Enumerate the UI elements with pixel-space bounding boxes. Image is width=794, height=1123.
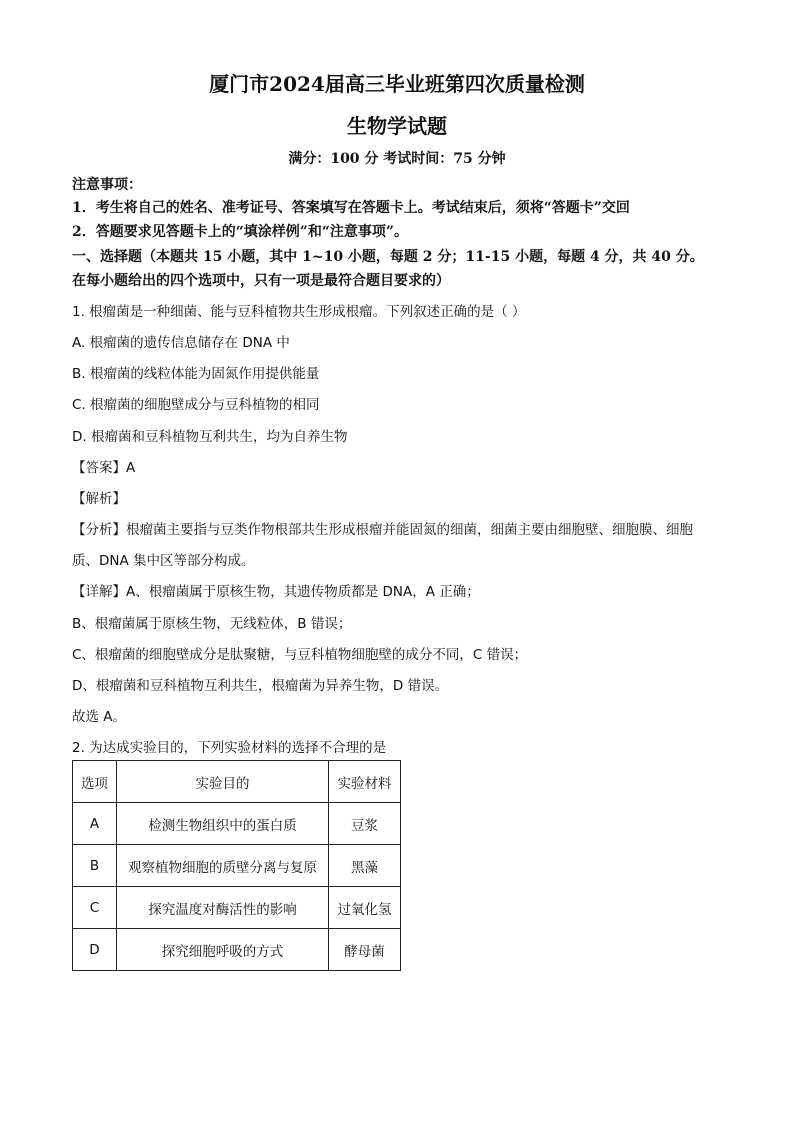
table-cell: 酵母菌 (329, 929, 401, 971)
conclusion: 故选 A。 (72, 709, 127, 725)
table-cell: B (73, 845, 117, 887)
table-header-row (73, 761, 401, 803)
table-cell: 检测生物组织中的蛋白质 (117, 803, 329, 845)
exam-title: 厦门市2024届高三毕业班第四次质量检测 (209, 72, 585, 96)
answer-label: 【答案】A (72, 460, 136, 476)
table-row (73, 929, 401, 971)
analysis-text: 【分析】根瘤菌主要指与豆类作物根部共生形成根瘤并能固氮的细菌，细菌主要由细胞壁、细胞膜、细胞 (72, 522, 693, 538)
header-cell: 实验材料 (329, 761, 401, 803)
analysis-text-cont: 质、DNA 集中区等部分构成。 (72, 553, 255, 569)
analysis-label: 【解析】 (72, 491, 126, 507)
table-row (73, 803, 401, 845)
header-cell: 选项 (73, 761, 117, 803)
option-b: B. 根瘤菌的线粒体能为固氮作用提供能量 (72, 366, 320, 382)
table-cell: D (73, 929, 117, 971)
question-2-stem: 2. 为达成实验目的，下列实验材料的选择不合理的是 (72, 740, 387, 756)
question-1-stem: 1. 根瘤菌是一种细菌、能与豆科植物共生形成根瘤。下列叙述正确的是（ ） (72, 304, 526, 320)
option-a: A. 根瘤菌的遗传信息储存在 DNA 中 (72, 335, 290, 351)
detail-line: D、根瘤菌和豆科植物互利共生，根瘤菌为异养生物，D 错误。 (72, 678, 449, 694)
header-cell: 实验目的 (117, 761, 329, 803)
table-cell: 探究细胞呼吸的方式 (117, 929, 329, 971)
detail-line: B、根瘤菌属于原核生物，无线粒体，B 错误； (72, 616, 352, 632)
experiment-table (72, 760, 401, 971)
table-cell: 探究温度对酶活性的影响 (117, 887, 329, 929)
section-heading: 一、选择题（本题共 15 小题，其中 1~10 小题，每题 2 分；11-15 小题，每题 4 分，共 40 分。 (72, 249, 704, 265)
table-cell: 黑藻 (329, 845, 401, 887)
table-cell: A (73, 803, 117, 845)
table-row (73, 887, 401, 929)
notes-heading: 注意事项： (72, 177, 142, 193)
table-cell: 过氧化氢 (329, 887, 401, 929)
table-row (73, 845, 401, 887)
note-item: 2．答题要求见答题卡上的“填涂样例”和“注意事项”。 (72, 224, 408, 240)
option-d: D. 根瘤菌和豆科植物互利共生，均为自养生物 (72, 429, 348, 445)
detail-line: 【详解】A、根瘤菌属于原核生物，其遗传物质都是 DNA，A 正确； (72, 584, 480, 600)
section-heading-cont: 在每小题给出的四个选项中，只有一项是最符合题目要求的） (72, 273, 450, 289)
table-cell: 豆浆 (329, 803, 401, 845)
detail-line: C、根瘤菌的细胞壁成分是肽聚糖，与豆科植物细胞壁的成分不同，C 错误； (72, 647, 528, 663)
exam-subtitle: 生物学试题 (347, 114, 447, 138)
note-item: 1．考生将自己的姓名、准考证号、答案填写在答题卡上。考试结束后，须将“答题卡”交回 (72, 200, 630, 216)
table-cell: C (73, 887, 117, 929)
table-cell: 观察植物细胞的质壁分离与复原 (117, 845, 329, 887)
exam-meta: 满分：100 分 考试时间：75 分钟 (288, 151, 506, 167)
option-c: C. 根瘤菌的细胞壁成分与豆科植物的相同 (72, 397, 320, 413)
